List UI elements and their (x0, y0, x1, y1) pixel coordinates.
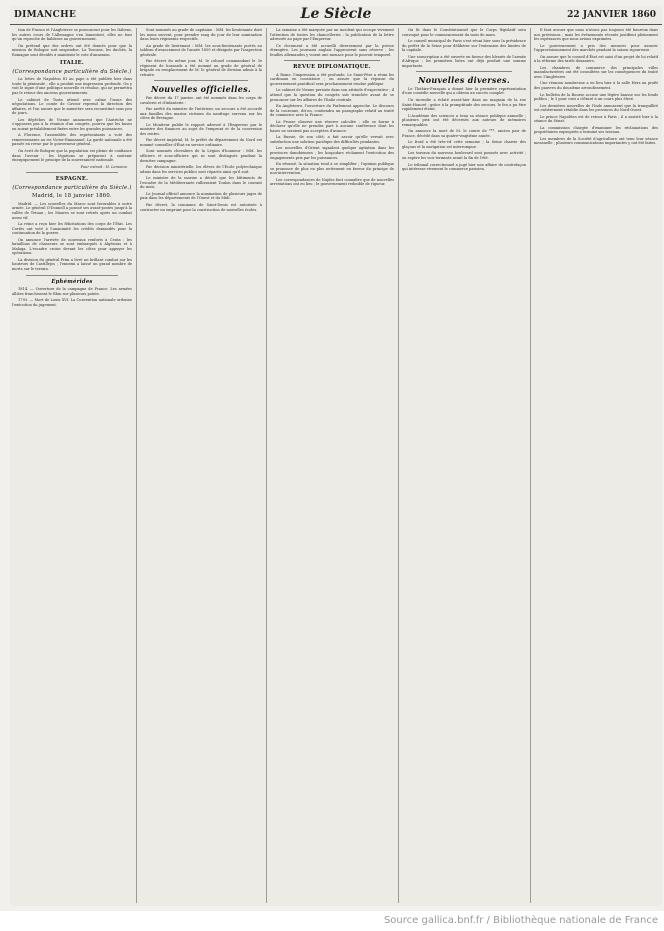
paragraph: On annonce la mort de M. le comte de ***, ancien pair de France, décédé dans sa quatre-vingtième année. (402, 129, 526, 138)
paragraph: Le cabinet de Turin attend avec calme l'issue des négociations. Le comte de Cavour reprend la direction des affaires, et l'on assure que le ministère sera reconstitué sous peu de jours. (12, 97, 132, 116)
paragraph: On lit dans le Constitutionnel que le Corps législatif sera convoqué pour le commencement du mois de mars. (402, 28, 526, 37)
paragraph: Le Journal officiel annonce la nomination de plusieurs juges de paix dans les départements de l'Ouest et du Midi. (140, 191, 262, 201)
section-head-revue-diplomatique: REVUE DIPLOMATIQUE. (293, 64, 371, 71)
paragraph: Madrid. — Les nouvelles du Maroc sont favorables à notre armée. Le général O'Donnell a poussé ses avant-postes jusqu'à la vallée de Tetuan ; les Maures se sont retirés après un combat assez vif. (12, 201, 132, 220)
paragraph: 1793. — Mort de Louis XVI. La Convention nationale ordonne l'exécution du jugement. (12, 298, 132, 307)
column-3-text-a (270, 28, 394, 57)
paragraph: Le conseil municipal de Paris s'est réuni hier sous la présidence du préfet de la Seine pour délibérer sur l'extension des limites de la capitale. (402, 39, 526, 53)
paragraph: Les chambres de commerce des principales villes manufacturières ont été consultées sur les conséquences du traité avec l'Angleterre. (534, 65, 658, 79)
paragraph: Une réunion nombreuse a eu lieu hier à la salle Herz au profit des pauvres du douzième arrondissement. (534, 81, 658, 91)
paragraph: Sont nommés au grade de capitaine : MM. les lieutenants dont les noms suivent, pour prendre rang du jour de leur nomination dans leurs régiments respectifs. (140, 28, 262, 42)
paragraph: tion de Franco et l'Angleterre se prononcent pour les Italiens, les autres cours de l'Allemagne s'en lamentent, elles ne font qu'un reproche de faiblesse au gouvernement. (12, 28, 132, 42)
column-4-text-b (402, 87, 526, 172)
article-columns (10, 28, 662, 903)
paragraph: La Russie, de son côté, a fait savoir qu'elle verrait avec satisfaction une solution pacifique des difficultés pendantes. (270, 135, 394, 144)
column-1 (12, 28, 132, 903)
column-1-signature: Pour extrait : H. Lemoine. (80, 164, 128, 169)
paragraph: Par décret du même jour, M. le colonel commandant le 3e régiment de hussards a été nommé au grade de général de brigade en remplacement de M. le général de division admis à la retraite. (140, 59, 262, 77)
source-credit: Source gallica.bnf.fr / Bibliothèque nationale de France (383, 915, 658, 926)
column-1-text-d (12, 287, 132, 307)
masthead (10, 6, 662, 25)
column-2-text-b (140, 107, 262, 212)
column-separator (530, 28, 531, 903)
column-separator (266, 28, 267, 903)
paragraph: On prétend que des ordres ont été donnés pour que la mission de Bologne soit suspendue. La Toscane, les duchés, la Romagne sont décidés à maintenir le vote d'annexion. (12, 43, 132, 57)
column-2-text-a (140, 28, 262, 77)
column-1-text-c (12, 202, 132, 272)
paragraph: La semaine a été marquée par un incident qui occupe vivement l'attention de toutes les chancelleries : la publication de la lettre adressée au pape par l'Empereur. (270, 28, 394, 42)
column-1-rule-2 (26, 275, 118, 276)
paragraph: Le Théâtre-Français a donné hier la première représentation d'une comédie nouvelle qui a obtenu un succès complet. (402, 86, 526, 96)
section-head-nouvelles-diverses: Nouvelles diverses. (418, 75, 510, 86)
column-2 (140, 28, 262, 903)
paragraph: La Prusse observe une réserve calculée ; elle se borne à déclarer qu'elle ne prendra part à aucune conférence dont les bases ne seraient pas acceptées d'avance. (270, 119, 394, 133)
paragraph: Le froid a été très-vif cette semaine ; la Seine charrie des glaçons et la navigation est interrompue. (402, 140, 526, 149)
paragraph: Un incendie a éclaté avant-hier dans un magasin de la rue Saint-Honoré ; grâce à la promptitude des secours, le feu a pu être rapidement éteint. (402, 98, 526, 112)
column-1-text-b (12, 77, 132, 162)
newspaper-page (10, 6, 662, 906)
paragraph: Sont nommés chevaliers de la Légion d'honneur : MM. les officiers et sous-officiers qui se sont distingués pendant la dernière campagne. (140, 149, 262, 163)
paragraph: En Angleterre, l'ouverture du Parlement approche. Le discours de la couronne, dit-on, contiendra un paragraphe relatif au traité de commerce avec la France. (270, 104, 394, 118)
paragraph: Une souscription a été ouverte en faveur des blessés de l'armée d'Afrique ; les premières listes ont déjà produit une somme importante. (402, 54, 526, 68)
masthead-date: 22 JANVIER 1860 (567, 10, 656, 20)
column-5-text-a (534, 28, 658, 146)
paragraph: La lettre de Napoléon III au pape a été publiée hier dans toute la péninsule ; elle a produit une impression profonde. On y voit le signe d'une politique nouvelle et résolue, qui ne permettra pas le retour des anciens gouvernements. (12, 77, 132, 96)
paragraph: Ce document a été accueilli diversement par la presse étrangère. Les journaux anglais l'approuvent sans réserve ; les feuilles allemandes y voient une menace pour le pouvoir temporel. (270, 43, 394, 57)
paragraph: Le prince Napoléon est de retour à Paris ; il a assisté hier à la séance du Sénat. (534, 114, 658, 124)
column-4 (402, 28, 526, 903)
paragraph: Par arrêté du ministre de l'intérieur, un secours a été accordé aux familles des marins victimes du naufrage survenu sur les côtes de Bretagne. (140, 107, 262, 121)
column-2-rule (154, 80, 248, 81)
paragraph: Les dépêches de Vienne annoncent que l'Autriche ne s'opposera pas à la réunion d'un congrès, pourvu que les bases en soient préalablement fixées entre les grandes puissances. (12, 117, 132, 131)
section-head-ephemerides: Éphémérides (51, 278, 93, 285)
column-5 (534, 28, 658, 903)
paragraph: Par décret impérial, M. le préfet du département du Nord est nommé conseiller d'État en service ordinaire. (140, 138, 262, 147)
paragraph: La commission chargée d'examiner les réclamations des propriétaires expropriés a terminé ses travaux. (534, 125, 658, 135)
masthead-day: DIMANCHE (14, 10, 77, 20)
paragraph: Les travaux du nouveau boulevard sont poussés avec activité ; on espère les voir terminés avant la fin de l'été. (402, 151, 526, 161)
paragraph: Le cabinet de Vienne persiste dans son attitude d'expectative ; il attend que la question du congrès soit tranchée avant de se prononcer sur les affaires de l'Italie centrale. (270, 88, 394, 102)
column-3-text-b (270, 73, 394, 187)
dateline-madrid: Madrid, le 18 janvier 1860. (32, 193, 112, 200)
column-3 (270, 28, 394, 903)
paragraph: A Rome, l'impression a été profonde. Le Saint-Père a réuni les cardinaux en consistoire ; on assure que la réponse du gouvernement pontifical sera prochainement rendue publique. (270, 72, 394, 86)
paragraph: La division du général Prim a livré un brillant combat sur les hauteurs de Castillejos ; l'ennemi a laissé un grand nombre de morts sur le terrain. (12, 257, 132, 271)
footer-bar (0, 911, 664, 931)
paragraph: En résumé, la situation tend à se simplifier ; l'opinion publique se prononce de plus en plus nettement en faveur du principe de non-intervention. (270, 162, 394, 176)
paragraph: Le bulletin de la Bourse accuse une légère hausse sur les fonds publics ; le 3 pour cent a clôturé à un cours plus élevé. (534, 92, 658, 102)
column-separator (398, 28, 399, 903)
paragraph: Il faut avouer que nous n'avons pas toujours été heureux dans nos prévisions ; mais les événements récents justifient pleinement les espérances que nous avions exprimées. (534, 28, 658, 42)
section-head-espagne: ESPAGNE. (55, 176, 89, 183)
paragraph: Les membres de la Société d'agriculture ont tenu leur séance mensuelle ; plusieurs communications importantes y ont été faites. (534, 136, 658, 146)
paragraph: Les dernières nouvelles de l'Inde annoncent que la tranquillité est entièrement rétablie dans les provinces du Nord-Ouest. (534, 103, 658, 113)
paragraph: Le Moniteur publie le rapport adressé à l'Empereur par le ministre des finances au sujet de l'emprunt et de la conversion des rentes. (140, 122, 262, 136)
paragraph: Par décision ministérielle, les élèves de l'École polytechnique admis dans les services publics sont répartis ainsi qu'il suit. (140, 165, 262, 174)
paragraph: A Florence, l'assemblée des représentants a voté des remerciements au roi Victor-Emmanuel. La garde nationale a été passée en revue par le gouverneur général. (12, 133, 132, 147)
column-4-text-a (402, 28, 526, 68)
paragraph: L'Académie des sciences a tenu sa séance publique annuelle ; plusieurs prix ont été décernés aux auteurs de mémoires remarquables. (402, 113, 526, 127)
section-subhead-correspondance-2: (Correspondance particulière du Siècle.) (12, 184, 132, 191)
paragraph: Les correspondances de Naples font connaître que de nouvelles arrestations ont eu lieu ; le gouvernement redouble de rigueur. (270, 177, 394, 187)
paragraph: Au grade de lieutenant : MM. les sous-lieutenants portés au tableau d'avancement de l'année 1859 et désignés par l'inspection générale. (140, 43, 262, 57)
paragraph: Le gouvernement a pris des mesures pour assurer l'approvisionnement des marchés pendant la saison rigoureuse. (534, 43, 658, 53)
paragraph: Par décret, la commune de Saint-Denis est autorisée à contracter un emprunt pour la construction de nouvelles écoles. (140, 202, 262, 212)
masthead-title: Le Siècle (300, 6, 372, 22)
paragraph: Le ministre de la marine a décidé que les bâtiments de l'escadre de la Méditerranée rallieraient Toulon dans le courant du mois. (140, 176, 262, 190)
paragraph: On assure que le conseil d'État est saisi d'un projet de loi relatif à la réforme des tarifs douaniers. (534, 54, 658, 64)
paragraph: On annonce l'arrivée de nouveaux renforts à Ceuta ; les bataillons de chasseurs se sont embarqués à Algésiras et à Malaga. L'escadre croise devant les côtes pour appuyer les opérations. (12, 237, 132, 256)
column-4-rule (416, 71, 512, 72)
paragraph: 1814. — Ouverture de la campagne de France. Les armées alliées franchissent le Rhin sur plusieurs points. (12, 287, 132, 296)
column-3-rule (284, 60, 380, 61)
decret-intro: Par décret du 17 janvier, ont été nommés dans les corps de cavalerie et d'infanterie : (140, 96, 262, 105)
column-1-rule (26, 172, 118, 173)
section-head-nouvelles-officielles: Nouvelles officielles. (151, 84, 251, 95)
paragraph: La reine a reçu hier les félicitations des corps de l'État. Les Cortès ont voté à l'unanimité les crédits demandés pour la continuation de la guerre. (12, 222, 132, 236)
column-1-text-a (12, 28, 132, 57)
paragraph: Le tribunal correctionnel a jugé hier une affaire de contrefaçon qui intéresse vivement le commerce parisien. (402, 162, 526, 172)
section-subhead-correspondance: (Correspondance particulière du Siècle.) (12, 68, 132, 75)
section-head-italie: ITALIE. (60, 60, 84, 67)
column-separator (136, 28, 137, 903)
paragraph: Les nouvelles d'Orient signalent quelque agitation dans les provinces danubiennes ; les hospodars réclament l'exécution des engagements pris par les puissances. (270, 146, 394, 160)
paragraph: On écrit de Bologne que la population est pleine de confiance dans l'avenir ; les légations se préparent à soutenir énergiquement le principe de la souveraineté nationale. (12, 149, 132, 163)
